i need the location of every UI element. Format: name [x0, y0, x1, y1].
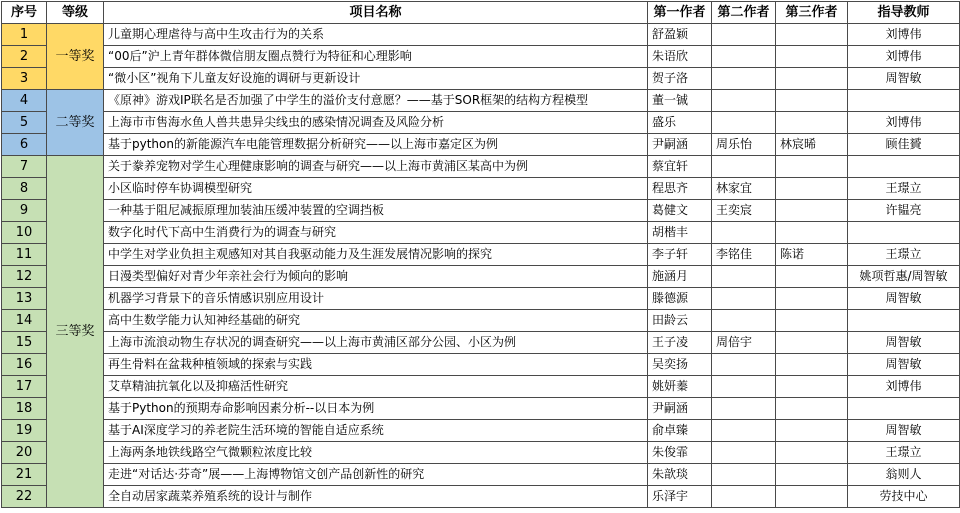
first-author: 李子轩	[648, 244, 712, 266]
table-row	[2, 222, 960, 244]
second-author	[712, 288, 776, 310]
second-author	[712, 420, 776, 442]
header-advisor: 指导教师	[848, 2, 960, 24]
first-author: 盛乐	[648, 112, 712, 134]
third-author	[776, 288, 848, 310]
row-number: 5	[2, 112, 47, 134]
project-name: 日漫类型偏好对青少年亲社会行为倾向的影响	[104, 266, 648, 288]
row-number: 19	[2, 420, 47, 442]
advisor: 刘博伟	[848, 376, 960, 398]
first-author: 尹嗣涵	[648, 398, 712, 420]
project-name: 儿童期心理虐待与高中生攻击行为的关系	[104, 24, 648, 46]
table-row	[2, 178, 960, 200]
third-author: 林宸晞	[776, 134, 848, 156]
row-number: 21	[2, 464, 47, 486]
table-row	[2, 464, 960, 486]
award-level-first: 一等奖	[47, 24, 104, 90]
advisor: 姚项哲惠/周智敏	[848, 266, 960, 288]
project-name: 基于Python的预期寿命影响因素分析--以日本为例	[104, 398, 648, 420]
third-author	[776, 442, 848, 464]
row-number: 13	[2, 288, 47, 310]
first-author: 田龄云	[648, 310, 712, 332]
first-author: 朱俊霏	[648, 442, 712, 464]
advisor: 王璟立	[848, 244, 960, 266]
advisor: 刘博伟	[848, 112, 960, 134]
row-number: 17	[2, 376, 47, 398]
second-author	[712, 486, 776, 508]
row-number: 20	[2, 442, 47, 464]
third-author	[776, 266, 848, 288]
first-author: 蔡宜轩	[648, 156, 712, 178]
first-author: 王子凌	[648, 332, 712, 354]
row-number: 16	[2, 354, 47, 376]
table-row	[2, 376, 960, 398]
second-author	[712, 68, 776, 90]
first-author: 葛健文	[648, 200, 712, 222]
second-author	[712, 46, 776, 68]
third-author	[776, 420, 848, 442]
project-name: 上海两条地铁线路空气微颗粒浓度比较	[104, 442, 648, 464]
third-author	[776, 178, 848, 200]
row-number: 1	[2, 24, 47, 46]
table-row	[2, 244, 960, 266]
third-author	[776, 90, 848, 112]
third-author	[776, 112, 848, 134]
project-name: 走进“对话达·芬奇”展——上海博物馆文创产品创新性的研究	[104, 464, 648, 486]
project-name: 关于豢养宠物对学生心理健康影响的调查与研究——以上海市黄浦区某高中为例	[104, 156, 648, 178]
second-author: 林家宜	[712, 178, 776, 200]
table-row	[2, 200, 960, 222]
third-author	[776, 222, 848, 244]
row-number: 9	[2, 200, 47, 222]
row-number: 22	[2, 486, 47, 508]
third-author	[776, 398, 848, 420]
table-row	[2, 90, 960, 112]
first-author: 朱语欣	[648, 46, 712, 68]
third-author	[776, 156, 848, 178]
third-author	[776, 24, 848, 46]
advisor: 顾佳贇	[848, 134, 960, 156]
advisor: 刘博伟	[848, 46, 960, 68]
third-author	[776, 68, 848, 90]
table-row	[2, 486, 960, 508]
advisor	[848, 310, 960, 332]
second-author	[712, 442, 776, 464]
second-author	[712, 222, 776, 244]
advisor: 许韫亮	[848, 200, 960, 222]
project-name: “微小区”视角下儿童友好设施的调研与更新设计	[104, 68, 648, 90]
row-number: 4	[2, 90, 47, 112]
third-author	[776, 46, 848, 68]
first-author: 姚妍蓁	[648, 376, 712, 398]
project-name: 基于python的新能源汽车电能管理数据分析研究——以上海市嘉定区为例	[104, 134, 648, 156]
row-number: 8	[2, 178, 47, 200]
project-name: 机器学习背景下的音乐情感识别应用设计	[104, 288, 648, 310]
second-author	[712, 112, 776, 134]
project-name: 再生骨料在盆栽种植领域的探索与实践	[104, 354, 648, 376]
header-third-author: 第三作者	[776, 2, 848, 24]
second-author	[712, 90, 776, 112]
table-row	[2, 332, 960, 354]
table-row	[2, 442, 960, 464]
table-row	[2, 354, 960, 376]
advisor: 周智敏	[848, 288, 960, 310]
first-author: 施涵月	[648, 266, 712, 288]
first-author: 尹嗣涵	[648, 134, 712, 156]
second-author	[712, 156, 776, 178]
first-author: 胡楷丰	[648, 222, 712, 244]
project-name: 高中生数学能力认知神经基础的研究	[104, 310, 648, 332]
second-author: 李铭佳	[712, 244, 776, 266]
project-name: 基于AI深度学习的养老院生活环境的智能自适应系统	[104, 420, 648, 442]
award-level-third: 三等奖	[47, 156, 104, 508]
second-author	[712, 398, 776, 420]
second-author: 周倍宇	[712, 332, 776, 354]
first-author: 朱歆琰	[648, 464, 712, 486]
header-no: 序号	[2, 2, 47, 24]
project-name: 中学生对学业负担主观感知对其自我驱动能力及生涯发展情况影响的探究	[104, 244, 648, 266]
header-project-name: 项目名称	[104, 2, 648, 24]
second-author	[712, 310, 776, 332]
row-number: 12	[2, 266, 47, 288]
first-author: 舒盈颖	[648, 24, 712, 46]
row-number: 2	[2, 46, 47, 68]
advisor: 周智敏	[848, 420, 960, 442]
second-author: 周乐怡	[712, 134, 776, 156]
first-author: 董一铖	[648, 90, 712, 112]
third-author	[776, 464, 848, 486]
row-number: 14	[2, 310, 47, 332]
row-number: 10	[2, 222, 47, 244]
header-first-author: 第一作者	[648, 2, 712, 24]
third-author: 陈诺	[776, 244, 848, 266]
table-row	[2, 112, 960, 134]
advisor	[848, 398, 960, 420]
table-row	[2, 420, 960, 442]
row-number: 11	[2, 244, 47, 266]
row-number: 3	[2, 68, 47, 90]
table-row	[2, 156, 960, 178]
advisor: 周智敏	[848, 68, 960, 90]
second-author	[712, 266, 776, 288]
third-author	[776, 310, 848, 332]
third-author	[776, 200, 848, 222]
third-author	[776, 354, 848, 376]
advisor: 刘博伟	[848, 24, 960, 46]
first-author: 滕德源	[648, 288, 712, 310]
project-name: “00后”沪上青年群体微信朋友圈点赞行为特征和心理影响	[104, 46, 648, 68]
advisor: 王璟立	[848, 178, 960, 200]
table-row	[2, 398, 960, 420]
second-author	[712, 464, 776, 486]
first-author: 程思齐	[648, 178, 712, 200]
advisor: 周智敏	[848, 354, 960, 376]
row-number: 7	[2, 156, 47, 178]
third-author	[776, 332, 848, 354]
advisor	[848, 156, 960, 178]
second-author: 王奕宸	[712, 200, 776, 222]
third-author	[776, 486, 848, 508]
table-row	[2, 310, 960, 332]
table-row	[2, 134, 960, 156]
project-name: 上海市流浪动物生存状况的调查研究——以上海市黄浦区部分公园、小区为例	[104, 332, 648, 354]
header-second-author: 第二作者	[712, 2, 776, 24]
project-name: 《原神》游戏IP联名是否加强了中学生的溢价支付意愿？——基于SOR框架的结构方程模型	[104, 90, 648, 112]
row-number: 15	[2, 332, 47, 354]
row-number: 18	[2, 398, 47, 420]
award-table	[1, 1, 960, 508]
advisor: 劳技中心	[848, 486, 960, 508]
project-name: 数字化时代下高中生消费行为的调查与研究	[104, 222, 648, 244]
table-row	[2, 24, 960, 46]
award-level-second: 二等奖	[47, 90, 104, 156]
second-author	[712, 376, 776, 398]
project-name: 小区临时停车协调模型研究	[104, 178, 648, 200]
project-name: 全自动居家蔬菜养殖系统的设计与制作	[104, 486, 648, 508]
advisor	[848, 222, 960, 244]
table-row	[2, 288, 960, 310]
row-number: 6	[2, 134, 47, 156]
advisor: 翁则人	[848, 464, 960, 486]
advisor	[848, 90, 960, 112]
first-author: 乐泽宇	[648, 486, 712, 508]
advisor: 王璟立	[848, 442, 960, 464]
table-row	[2, 266, 960, 288]
first-author: 俞卓臻	[648, 420, 712, 442]
first-author: 贺子洛	[648, 68, 712, 90]
third-author	[776, 376, 848, 398]
header-level: 等级	[47, 2, 104, 24]
second-author	[712, 354, 776, 376]
project-name: 上海市市售海水鱼人兽共患异尖线虫的感染情况调查及风险分析	[104, 112, 648, 134]
project-name: 一种基于阻尼减振原理加装油压缓冲装置的空调挡板	[104, 200, 648, 222]
first-author: 吴奕扬	[648, 354, 712, 376]
advisor: 周智敏	[848, 332, 960, 354]
header-row	[2, 2, 960, 24]
table-row	[2, 46, 960, 68]
table-row	[2, 68, 960, 90]
second-author	[712, 24, 776, 46]
table-body	[2, 24, 960, 508]
project-name: 艾草精油抗氧化以及抑癌活性研究	[104, 376, 648, 398]
